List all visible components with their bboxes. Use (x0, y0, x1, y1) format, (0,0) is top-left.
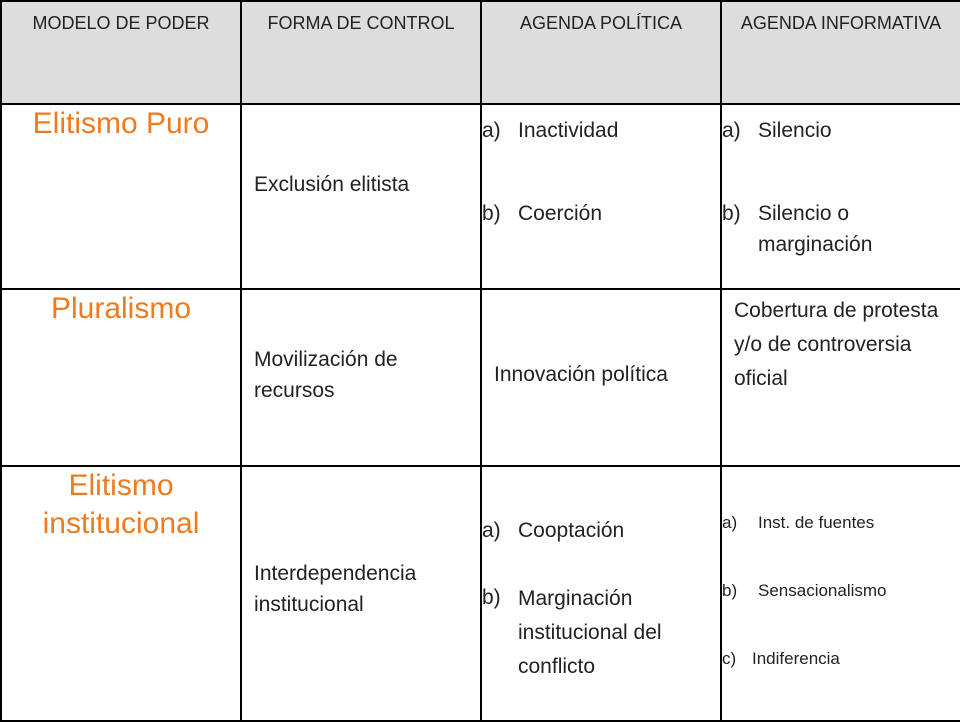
list-item: b) Sensacionalismo (722, 581, 887, 600)
header-agenda-informativa: AGENDA INFORMATIVA (721, 1, 960, 104)
agenda-informativa-cell (721, 104, 960, 289)
model-name: Elitismo Puro (1, 104, 241, 289)
model-name: Elitismo institucional (1, 466, 241, 721)
agenda-politica-cell (481, 104, 721, 289)
table-row (1, 466, 960, 721)
list-item: a) Silencio (722, 119, 832, 142)
list-item: b) Silencio o marginación (722, 202, 873, 256)
list-item: a) Inst. de fuentes (722, 513, 875, 532)
table-row (1, 289, 960, 466)
list-item: c) Indiferencia (722, 649, 840, 668)
agenda-informativa-cell (721, 466, 960, 721)
header-agenda-politica: AGENDA POLÍTICA (481, 1, 721, 104)
model-name: Pluralismo (1, 289, 241, 466)
list-item: a) Inactividad (482, 119, 619, 142)
agenda-politica-cell: Innovación política (481, 289, 721, 466)
table-row (1, 104, 960, 289)
agenda-informativa-cell: Cobertura de protesta y/o de controversia oficial (721, 289, 960, 466)
header-row (1, 1, 960, 104)
header-forma: FORMA DE CONTROL (241, 1, 481, 104)
list-item: b) Marginación institucional del conflicto (482, 586, 662, 678)
list-item: b) Coerción (482, 202, 603, 225)
list-item: a) Cooptación (482, 519, 625, 542)
header-modelo: MODELO DE PODER (1, 1, 241, 104)
control-form: Exclusión elitista (241, 104, 481, 289)
control-form: Interdependencia institucional (241, 466, 481, 721)
agenda-politica-cell (481, 466, 721, 721)
control-form: Movilización de recursos (241, 289, 481, 466)
